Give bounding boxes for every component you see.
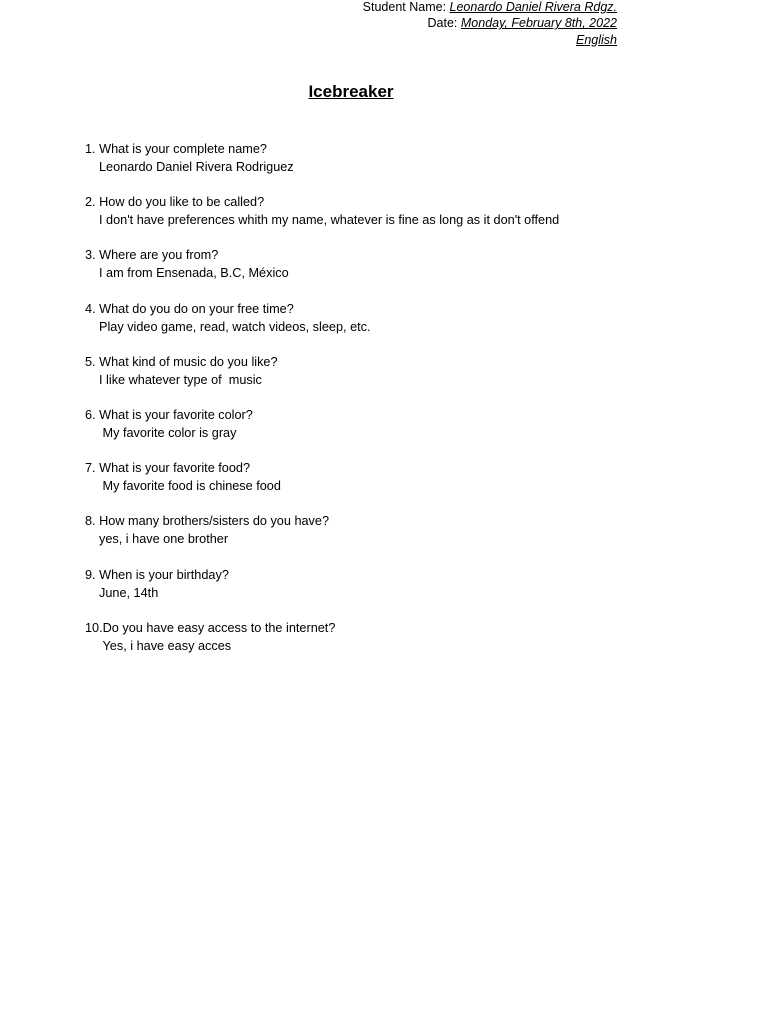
question-number: 8. [85,514,96,529]
question-text: Where are you from? [99,248,219,263]
question-text: What is your complete name? [99,142,267,156]
question-number: 4. [85,301,96,316]
answer-text: My favorite color is gray [102,425,237,440]
question-line [85,459,705,477]
answer-text: yes, i have one brother [99,532,229,547]
answer-text: I like whatever type of music [99,372,262,387]
question-item-1 [85,140,705,193]
question-number: 1. [85,142,96,156]
answer-text: June, 14th [99,585,159,600]
date-line [363,15,617,31]
question-item-6 [85,406,705,459]
question-number: 3. [85,248,96,263]
question-text: What kind of music do you like? [99,354,278,369]
question-line [85,140,705,158]
question-number: 9. [85,567,96,582]
question-item-8 [85,512,705,565]
question-list [85,140,705,672]
question-item-10 [85,619,705,672]
question-item-2 [85,193,705,246]
question-number: 5. [85,354,96,369]
student-name-value: Leonardo Daniel Rivera Rdgz. [449,0,617,14]
question-item-9 [85,566,705,619]
question-text: How do you like to be called? [99,195,265,210]
question-text: Do you have easy access to the internet? [102,620,336,635]
question-line [85,246,705,264]
answer-text: I am from Ensenada, B.C, México [99,266,289,281]
question-text: What is your favorite food? [99,461,251,476]
question-text: When is your birthday? [99,567,229,582]
answer-text: My favorite food is chinese food [102,479,281,494]
answer-text: Play video game, read, watch videos, sleep, etc. [99,319,371,334]
answer-text: Leonardo Daniel Rivera Rodriguez [99,160,294,174]
date-value: Monday, February 8th, 2022 [460,16,617,31]
question-text: What do you do on your free time? [99,301,294,316]
question-item-3 [85,246,705,299]
question-number: 10. [85,620,103,635]
question-item-5 [85,353,705,406]
question-item-4 [85,300,705,353]
question-text: What is your favorite color? [99,407,253,422]
answer-text: Yes, i have easy acces [102,638,232,653]
student-name-line [363,0,617,15]
question-number: 6. [85,407,96,422]
student-name-label: Student Name: [362,0,447,14]
question-line [85,619,705,637]
question-line [85,353,705,371]
question-line [85,512,705,530]
document-header [363,0,617,48]
question-item-7 [85,459,705,512]
page-title: Icebreaker [308,82,394,101]
question-line [85,300,705,318]
question-line [85,406,705,424]
answer-text: I don't have preferences whith my name, whatever is fine as long as it don't offend [99,213,560,228]
question-number: 7. [85,461,96,476]
question-number: 2. [85,195,96,210]
subject-line [363,32,617,48]
question-line [85,193,705,211]
date-label: Date: [427,16,458,31]
subject-value: English [576,32,617,47]
question-text: How many brothers/sisters do you have? [99,514,330,529]
question-line [85,566,705,584]
